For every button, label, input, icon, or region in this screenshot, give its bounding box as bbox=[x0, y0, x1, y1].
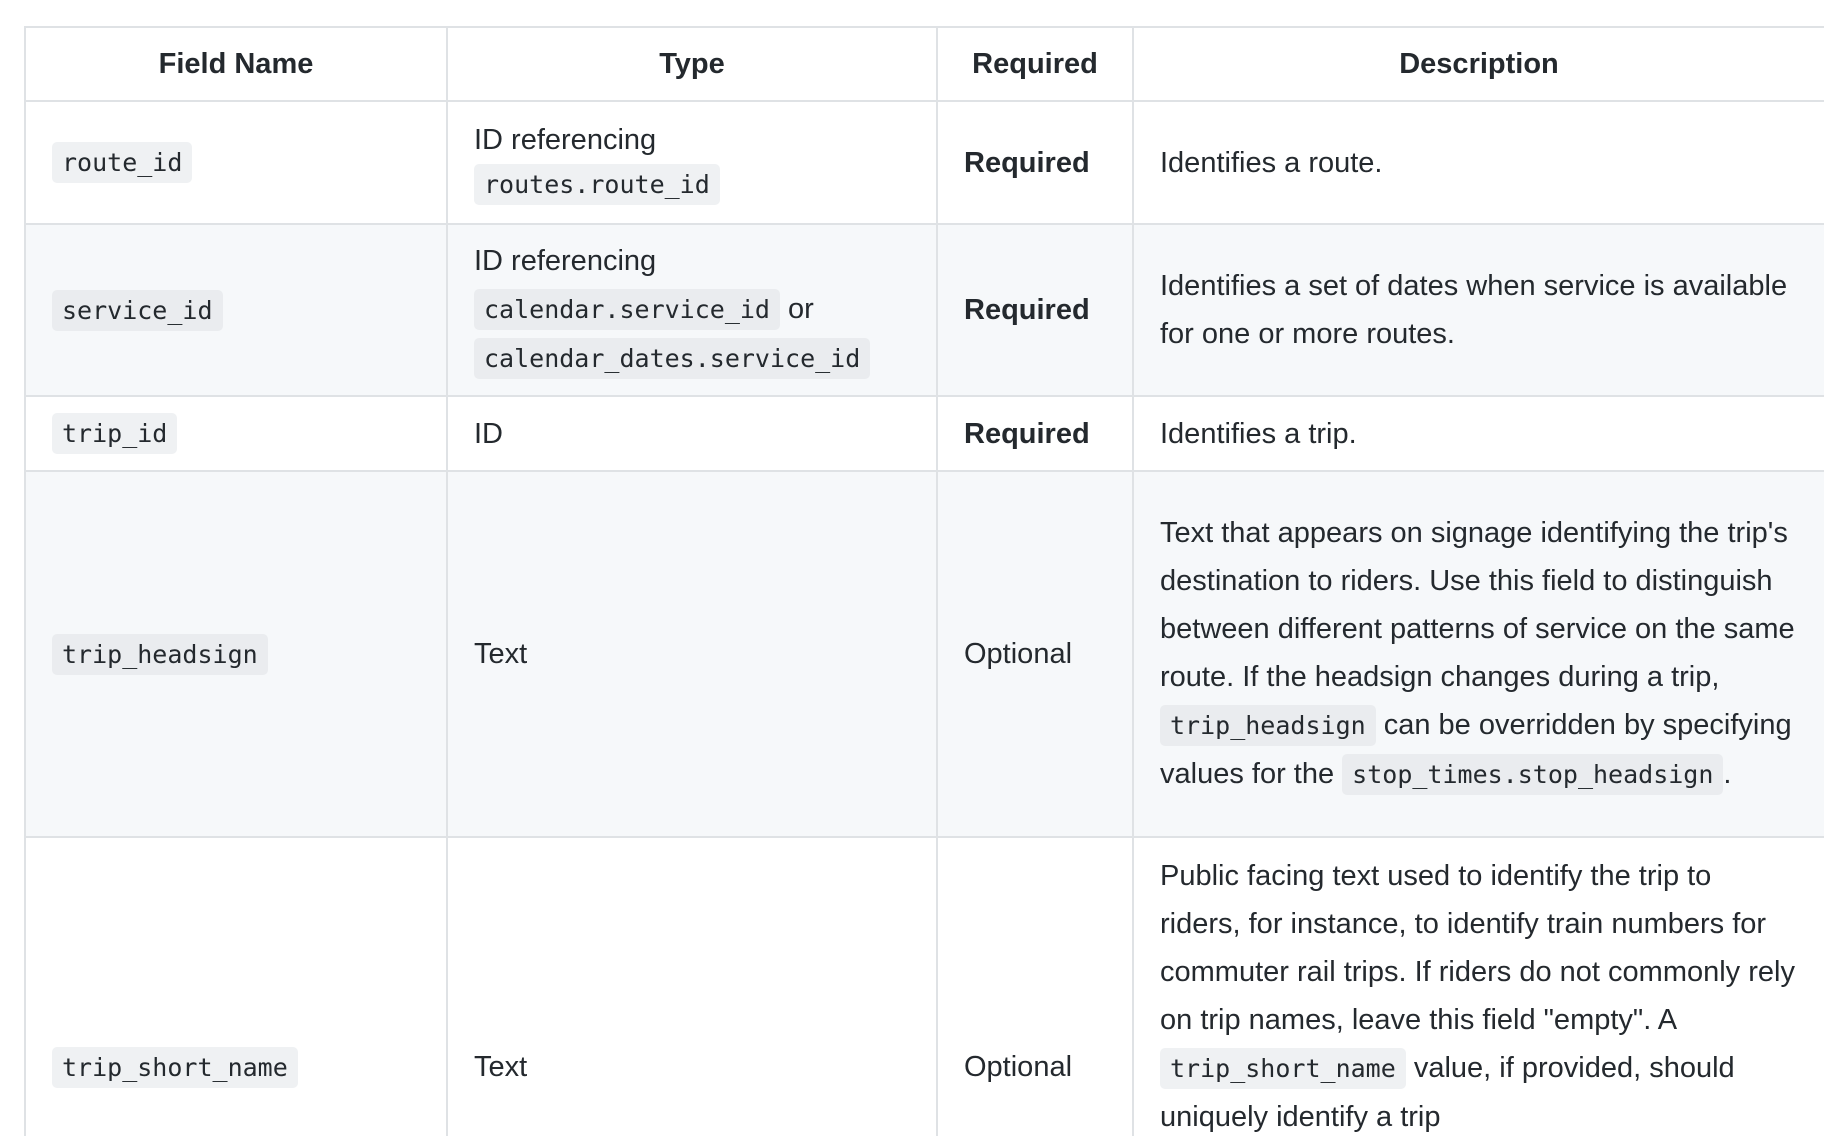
header-type: Type bbox=[447, 27, 937, 101]
field-cell bbox=[25, 471, 447, 837]
description-cell: Identifies a set of dates when service is available for one or more routes. bbox=[1133, 224, 1824, 396]
field-cell bbox=[25, 396, 447, 471]
header-required: Required bbox=[937, 27, 1133, 101]
field-name-code: trip_headsign bbox=[52, 634, 268, 675]
description-text: value, if provided, should uniquely identify a trip bbox=[1160, 1052, 1735, 1133]
description-cell bbox=[1133, 471, 1824, 837]
field-cell bbox=[25, 224, 447, 396]
type-cell: Text bbox=[447, 471, 937, 837]
description-cell bbox=[1133, 837, 1824, 1136]
field-cell bbox=[25, 837, 447, 1136]
description-text: can be overridden by specifying values for the bbox=[1160, 709, 1792, 790]
required-cell: Required bbox=[937, 396, 1133, 471]
field-name-code: service_id bbox=[52, 290, 223, 331]
header-description: Description bbox=[1133, 27, 1824, 101]
field-name-code: route_id bbox=[52, 142, 192, 183]
type-code: routes.route_id bbox=[474, 164, 720, 205]
header-field-name: Field Name bbox=[25, 27, 447, 101]
description-cell: Identifies a route. bbox=[1133, 101, 1824, 224]
table-row-trip-short-name bbox=[25, 837, 1824, 1136]
type-cell bbox=[447, 224, 937, 396]
type-or-text: or bbox=[788, 293, 814, 325]
required-cell: Required bbox=[937, 224, 1133, 396]
required-cell: Optional bbox=[937, 837, 1133, 1136]
type-cell: Text bbox=[447, 837, 937, 1136]
description-text: . bbox=[1723, 758, 1732, 790]
field-name-code: trip_short_name bbox=[52, 1047, 298, 1088]
type-code: calendar_dates.service_id bbox=[474, 338, 870, 379]
required-cell: Required bbox=[937, 101, 1133, 224]
description-code: trip_headsign bbox=[1160, 705, 1376, 746]
type-cell bbox=[447, 101, 937, 224]
table-row-trip-headsign bbox=[25, 471, 1824, 837]
description-text: Text that appears on signage identifying the trip's destination to riders. Use this field to distinguish between different patterns of service on the same route. If the headsign changes during a trip, bbox=[1160, 517, 1795, 693]
type-text: ID referencing bbox=[474, 245, 657, 277]
type-cell: ID bbox=[447, 396, 937, 471]
field-cell bbox=[25, 101, 447, 224]
fields-table bbox=[24, 26, 1824, 1136]
table-row-trip-id bbox=[25, 396, 1824, 471]
description-code: stop_times.stop_headsign bbox=[1342, 754, 1723, 795]
description-code: trip_short_name bbox=[1160, 1048, 1406, 1089]
field-name-code: trip_id bbox=[52, 413, 177, 454]
required-cell: Optional bbox=[937, 471, 1133, 837]
table-row-service-id bbox=[25, 224, 1824, 396]
gtfs-trips-table-container bbox=[24, 26, 1824, 1136]
type-text: ID referencing bbox=[474, 124, 657, 156]
table-row-route-id bbox=[25, 101, 1824, 224]
description-cell: Identifies a trip. bbox=[1133, 396, 1824, 471]
table-header-row bbox=[25, 27, 1824, 101]
type-code: calendar.service_id bbox=[474, 289, 780, 330]
description-text: Public facing text used to identify the trip to riders, for instance, to identify train numbers for commuter rail trips. If riders do not commonly rely on trip names, leave this field "empty". A bbox=[1160, 860, 1795, 1036]
